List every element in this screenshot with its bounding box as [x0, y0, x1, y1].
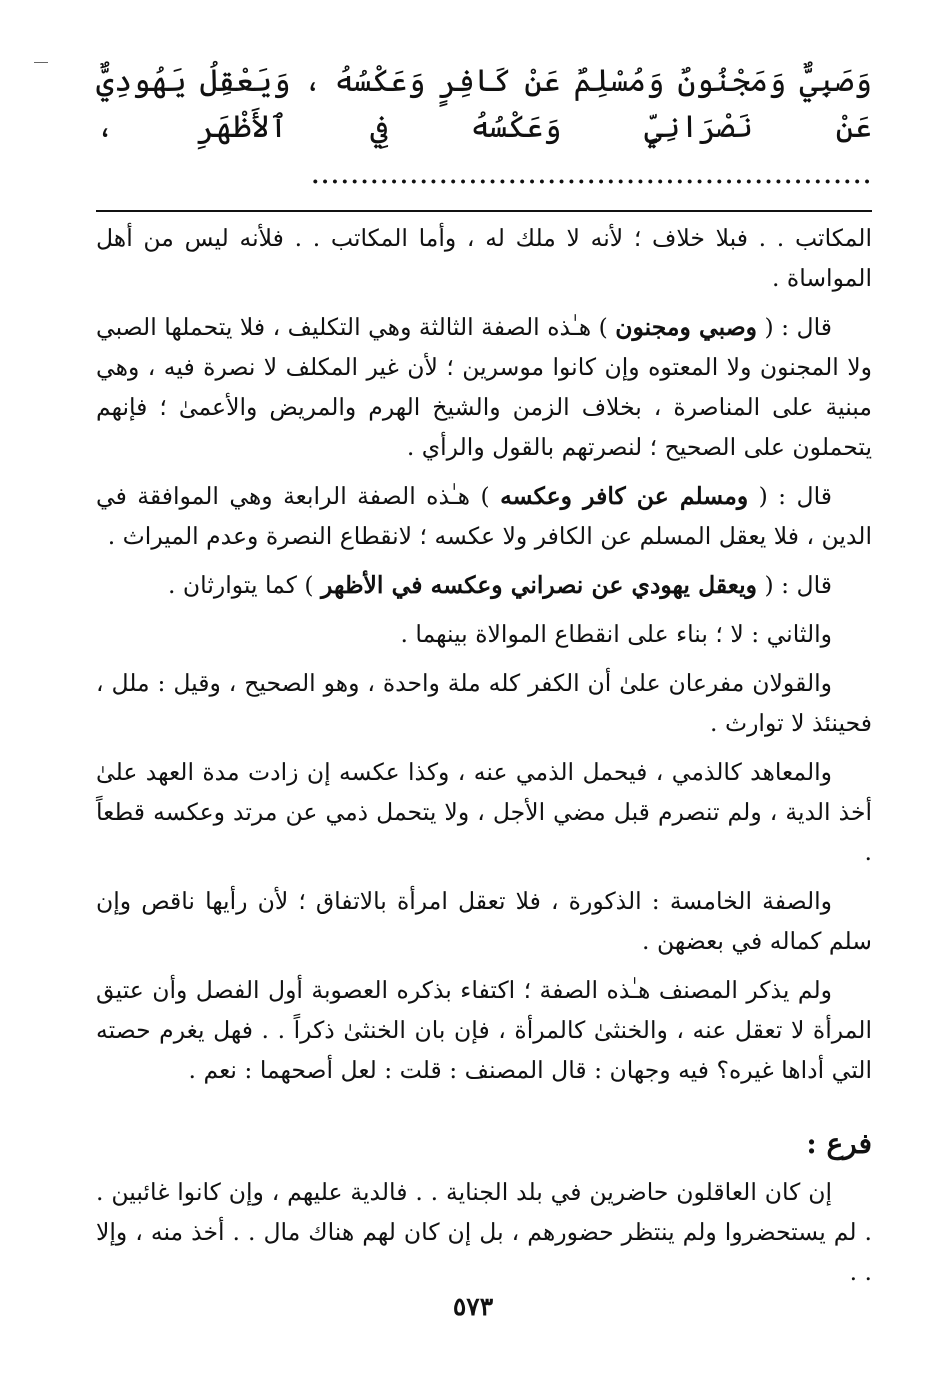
paragraph-text: قال : (: [757, 571, 832, 599]
section-heading: فرع :: [806, 1127, 872, 1160]
matn-dots: .........................................................: [310, 155, 872, 191]
quoted-matn: ويعقل يهودي عن نصراني وعكسه في الأظهر: [321, 571, 758, 599]
quoted-matn: ومسلم عن كافر وعكسه: [500, 482, 749, 510]
margin-mark: [34, 62, 48, 63]
final-paragraph: إن كان العاقلون حاضرين في بلد الجناية . . فالدية عليهم ، وإن كانوا غائبين . . لم يستحضروا ولم ينتظر حضورهم ، بل إن كان لهم هناك مال . . أخذ منه ، وإلا . .: [96, 1178, 872, 1286]
commentary-paragraph: [96, 307, 872, 467]
paragraph-text: قال : (: [757, 313, 832, 341]
commentary-paragraph: [96, 881, 872, 961]
commentary: [96, 218, 872, 1090]
paragraph-text: ) كما يتوارثان .: [167, 571, 322, 599]
page-number: ٥٧٣: [452, 1292, 494, 1321]
commentary-paragraph: [96, 614, 872, 654]
commentary-paragraph: [96, 565, 872, 605]
paragraph-text: والثاني : لا ؛ بناء على انقطاع الموالاة بينهما .: [400, 620, 832, 648]
paragraph-text: ولم يذكر المصنف هـٰذه الصفة ؛ اكتفاء بذكره العصوبة أول الفصل وأن عتيق المرأة لا تعقل عنه ، والخنثىٰ كالمرأة ، فإن بان الخنثىٰ ذكراً . . فهل يغرم حصته التي أداها غيره؟ فيه وجهان : قال المصنف : قلت : لعل أصحهما : نعم .: [96, 976, 872, 1084]
page-body: [96, 58, 872, 1301]
matn-text: [96, 58, 872, 196]
commentary-paragraph: [96, 476, 872, 556]
commentary-paragraph: [96, 970, 872, 1090]
matn-line: وَصَبِيٌّ وَمَجْنُونٌ وَمُسْلِمٌ عَنْ كَافِرٍ وَعَكْسُهُ ، وَيَعْقِلُ يَهُودِيٌّ عَنْ نَصْرَانِيٍّ وَعَكْسُهُ فِي ٱلأَظْهَرِ ،: [96, 63, 872, 145]
commentary-paragraph: [96, 752, 872, 872]
quoted-matn: وصبي ومجنون: [615, 313, 758, 341]
paragraph-text: قال : (: [748, 482, 832, 510]
commentary-paragraph: [96, 218, 872, 298]
paragraph-text: ) هـٰذه الصفة الرابعة وهي الموافقة في الدين ، فلا يعقل المسلم عن الكافر ولا عكسه ؛ لانقطاع النصرة وعدم الميراث .: [96, 482, 872, 550]
paragraph-text: والمعاهد كالذمي ، فيحمل الذمي عنه ، وكذا عكسه إن زادت مدة العهد علىٰ أخذ الدية ، ولم تنصرم قبل مضي الأجل ، ولا يتحمل ذمي عن مرتد وعكسه قطعاً .: [96, 758, 872, 866]
paragraph-text: والصفة الخامسة : الذكورة ، فلا تعقل امرأة بالاتفاق ؛ لأن رأيها ناقص وإن سلم كماله في بعضهن .: [96, 887, 872, 955]
paragraph-text: المكاتب . . فبلا خلاف ؛ لأنه لا ملك له ، وأما المكاتب . . فلأنه ليس من أهل المواساة .: [96, 224, 872, 292]
commentary-paragraph: [96, 663, 872, 743]
matn-separator: [96, 210, 872, 212]
paragraph-text: والقولان مفرعان علىٰ أن الكفر كله ملة واحدة ، وهو الصحيح ، وقيل : ملل ، فحينئذ لا توارث .: [96, 669, 872, 737]
paragraph-text: ) هـٰذه الصفة الثالثة وهي التكليف ، فلا يتحملها الصبي ولا المجنون ولا المعتوه وإن كانوا موسرين ؛ لأن غير المكلف لا نصرة فيه ، وهي مبنية على المناصرة ، بخلاف الزمن والشيخ الهرم والمريض والأعمىٰ ؛ فإنهم يتحملون على الصحيح ؛ لنصرتهم بالقول والرأي .: [96, 313, 872, 461]
